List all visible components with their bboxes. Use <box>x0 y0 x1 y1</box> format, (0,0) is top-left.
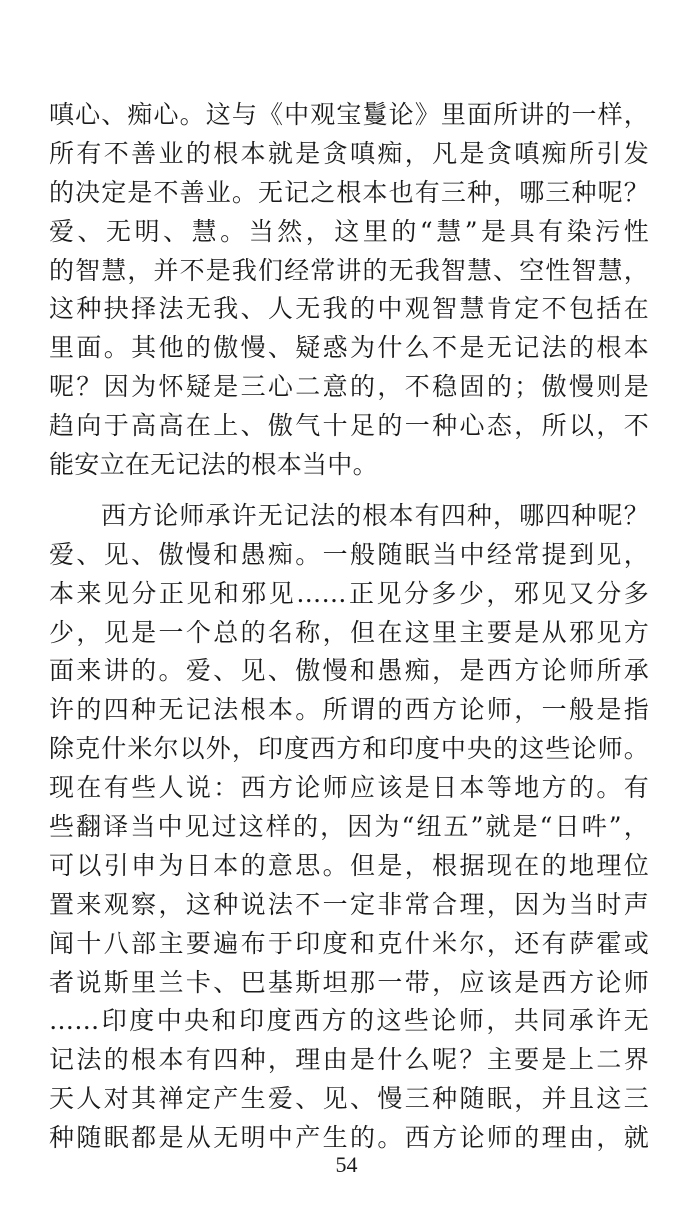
text-line: 嗔心、痴心。这与《中观宝鬘论》里面所讲的一样， <box>49 100 649 129</box>
text-line: 呢？因为怀疑是三心二意的，不稳固的；傲慢则是 <box>49 372 649 402</box>
text-line: 许的四种无记法根本。所谓的西方论师，一般是指 <box>49 695 649 725</box>
text-line: 少，见是一个总的名称，但在这里主要是从邪见方 <box>49 617 649 647</box>
text-line: ……印度中央和印度西方的这些论师，共同承许无 <box>49 1006 649 1036</box>
text-line: 天人对其禅定产生爱、见、慢三种随眠，并且这三 <box>49 1084 649 1114</box>
text-line: 爱、见、傲慢和愚痴。一般随眠当中经常提到见， <box>49 539 649 569</box>
text-line: 现在有些人说：西方论师应该是日本等地方的。有 <box>49 773 649 803</box>
text-line: 爱、无明、慧。当然，这里的“慧”是具有染污性 <box>49 216 649 246</box>
text-line: 的决定是不善业。无记之根本也有三种，哪三种呢？ <box>49 177 649 207</box>
paragraph-gap <box>49 485 649 497</box>
text-line: 西方论师承许无记法的根本有四种，哪四种呢？ <box>101 500 649 530</box>
text-line: 者说斯里兰卡、巴基斯坦那一带，应该是西方论师 <box>49 967 649 997</box>
paragraph-1 <box>49 96 649 485</box>
text-line: 可以引申为日本的意思。但是，根据现在的地理位 <box>49 850 649 880</box>
text-line: 所有不善业的根本就是贪嗔痴，凡是贪嗔痴所引发 <box>49 138 649 168</box>
text-line: 记法的根本有四种，理由是什么呢？主要是上二界 <box>49 1045 649 1075</box>
text-line: 本来见分正见和邪见……正见分多少，邪见又分多 <box>49 578 649 608</box>
text-line: 的智慧，并不是我们经常讲的无我智慧、空性智慧， <box>49 255 649 285</box>
text-line: 趋向于高高在上、傲气十足的一种心态，所以，不 <box>49 411 649 441</box>
text-line: 能安立在无记法的根本当中。 <box>49 450 378 480</box>
text-line: 些翻译当中见过这样的，因为“纽五”就是“日吽”， <box>49 812 649 842</box>
paragraph-2 <box>49 497 649 1158</box>
body-text <box>49 96 649 1158</box>
text-line: 面来讲的。爱、见、傲慢和愚痴，是西方论师所承 <box>49 656 649 686</box>
text-line: 除克什米尔以外，印度西方和印度中央的这些论师。 <box>49 734 649 764</box>
text-line: 置来观察，这种说法不一定非常合理，因为当时声 <box>49 889 649 919</box>
text-line: 闻十八部主要遍布于印度和克什米尔，还有萨霍或 <box>49 928 649 958</box>
text-line: 这种抉择法无我、人无我的中观智慧肯定不包括在 <box>49 294 649 324</box>
page-number: 54 <box>335 1152 358 1177</box>
text-line: 种随眠都是从无明中产生的。西方论师的理由，就 <box>49 1123 649 1153</box>
text-line: 里面。其他的傲慢、疑惑为什么不是无记法的根本 <box>49 333 649 363</box>
